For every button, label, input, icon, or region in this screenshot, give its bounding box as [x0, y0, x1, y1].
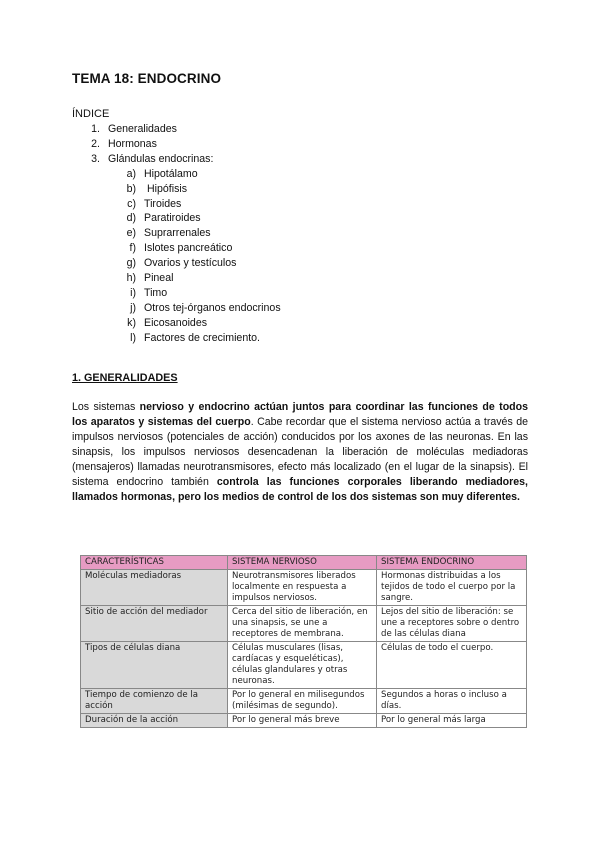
- table-row: [81, 642, 527, 689]
- table-row-label: Tipos de células diana: [81, 642, 228, 689]
- table-row-label: Moléculas mediadoras: [81, 570, 228, 606]
- index-subitem: [72, 241, 281, 256]
- index-subitem-label: Suprarrenales: [144, 227, 211, 240]
- table-cell: Células de todo el cuerpo.: [377, 642, 527, 689]
- comparison-table: [80, 555, 527, 728]
- table-cell: Por lo general más larga: [377, 714, 527, 728]
- index-subitem-letter: g): [126, 257, 136, 270]
- index-subitem-letter: e): [126, 227, 136, 240]
- index-subitem: [72, 316, 281, 331]
- table-cell: Por lo general más breve: [228, 714, 377, 728]
- index-subitem: [72, 197, 281, 212]
- index-subitem-letter: b): [126, 182, 136, 195]
- index-subitem-label: Factores de crecimiento.: [144, 331, 260, 344]
- table-cell: Células musculares (lisas, cardíacas y esqueléticas), células glandulares y otras neuronas.: [228, 642, 377, 689]
- index-subitem-letter: a): [126, 167, 136, 180]
- section-heading: 1. GENERALIDADES: [72, 372, 178, 384]
- paragraph-bold-text: nervioso y endocrino actúan juntos para coordinar las funciones de todos los aparatos y sistemas del cuerpo: [72, 401, 528, 428]
- table-header-cell: SISTEMA ENDOCRINO: [377, 556, 527, 570]
- table-row: [81, 714, 527, 728]
- table-cell: Hormonas distribuidas a los tejidos de todo el cuerpo por la sangre.: [377, 570, 527, 606]
- index-subitem: [72, 271, 281, 286]
- index-subitem: [72, 301, 281, 316]
- index-subitem: [72, 256, 281, 271]
- table-cell: Por lo general en milisegundos (milésimas de segundo).: [228, 689, 377, 714]
- table-row: [81, 570, 527, 606]
- index-subitem: [72, 286, 281, 301]
- index-item-label: Generalidades: [108, 123, 177, 135]
- index-item-number: 3.: [91, 152, 100, 165]
- index-subitem-label: Hipófisis: [147, 182, 188, 195]
- table-cell: Neurotransmisores liberados localmente en respuesta a impulsos nerviosos.: [228, 570, 377, 606]
- table-cell: Lejos del sitio de liberación: se une a receptores sobre o dentro de las células diana: [377, 606, 527, 642]
- table-header-cell: SISTEMA NERVIOSO: [228, 556, 377, 570]
- index-subitem-label: Timo: [144, 286, 168, 299]
- page-title: TEMA 18: ENDOCRINO: [72, 71, 222, 86]
- index-subitem-letter: c): [127, 197, 136, 210]
- index-subitem-letter: j): [130, 301, 136, 314]
- index-item-label: Glándulas endocrinas:: [108, 152, 214, 165]
- index-subitem-label: Eicosanoides: [144, 316, 208, 329]
- index-subitem-letter: l): [130, 331, 136, 344]
- paragraph-bold-text: controla las funciones corporales liberando mediadores, llamados hormonas, pero los medios de control de los dos sistemas son muy diferentes.: [72, 476, 529, 503]
- table-row-label: Duración de la acción: [81, 714, 228, 728]
- index-item-label: Hormonas: [108, 137, 157, 150]
- index-subitem: [72, 331, 281, 346]
- index-subitem-letter: i): [130, 286, 136, 299]
- index-item: [72, 152, 281, 167]
- index-subitem: [72, 167, 281, 182]
- index-subitem-label: Hipotálamo: [144, 167, 198, 180]
- index-heading: ÍNDICE: [72, 108, 110, 120]
- table-header-row: [81, 556, 527, 570]
- table-row-label: Tiempo de comienzo de la acción: [81, 689, 228, 714]
- index-subitem: [72, 182, 281, 197]
- paragraph-text: . Cabe recordar que el sistema nervioso actúa a través de impulsos nerviosos (potenciales de acción) conducidos por los axones de las neuronas. En las sinapsis, los impulsos nerviosos desencadenan la liberación de moléculas mediadoras (mensajeros) llamadas neurotransmisores, efecto más localizado (en el lugar de la sinapsis). El sistema endocrino también: [72, 416, 528, 488]
- index-list: [72, 122, 281, 346]
- index-subitem-label: Paratiroides: [144, 212, 201, 225]
- index-item: [72, 122, 281, 137]
- table-cell: Cerca del sitio de liberación, en una sinapsis, se une a receptores de membrana.: [228, 606, 377, 642]
- index-subitem-label: Islotes pancreático: [144, 242, 233, 255]
- index-subitem-letter: h): [126, 272, 136, 285]
- index-subitem-letter: d): [126, 212, 136, 225]
- index-subitem-letter: k): [127, 316, 136, 329]
- index-item-number: 1.: [91, 123, 100, 135]
- table-row: [81, 606, 527, 642]
- index-subitem-letter: f): [129, 242, 136, 255]
- body-paragraph: [72, 400, 528, 505]
- table-header-cell: CARACTERÍSTICAS: [81, 556, 228, 570]
- index-subitem-label: Ovarios y testículos: [144, 257, 237, 270]
- index-item-number: 2.: [91, 137, 100, 150]
- table-row: [81, 689, 527, 714]
- table-cell: Segundos a horas o incluso a días.: [377, 689, 527, 714]
- index-subitem-label: Pineal: [144, 272, 174, 285]
- table-row-label: Sitio de acción del mediador: [81, 606, 228, 642]
- index-subitem-label: Otros tej-órganos endocrinos: [144, 301, 281, 314]
- index-subitem: [72, 226, 281, 241]
- index-subitem: [72, 211, 281, 226]
- index-subitem-label: Tiroides: [144, 197, 182, 210]
- index-item: [72, 137, 281, 152]
- paragraph-text: Los sistemas: [72, 401, 140, 413]
